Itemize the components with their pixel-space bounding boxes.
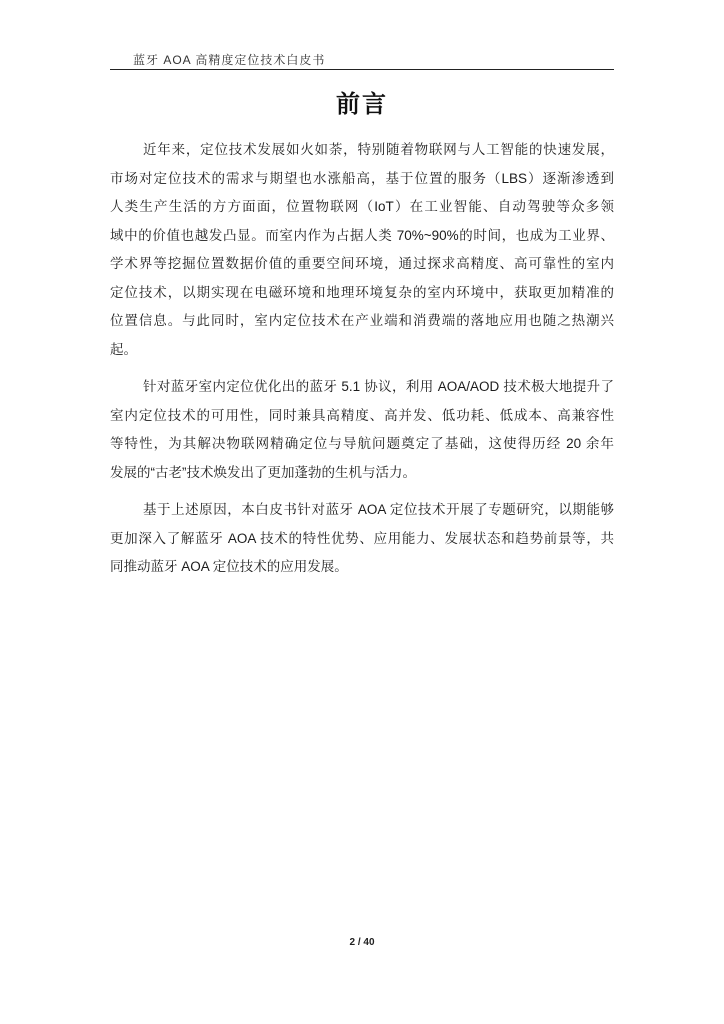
text-line: 更加深入了解蓝牙 AOA 技术的特性优势、应用能力、发展状态和趋势前景等，共 bbox=[110, 530, 614, 546]
text-line: 学术界等挖掘位置数据价值的重要空间环境，通过探求高精度、高可靠性的室内 bbox=[110, 256, 614, 271]
running-header: 蓝牙 AOA 高精度定位技术白皮书 bbox=[133, 53, 326, 67]
text-line: 同推动蓝牙 AOA 定位技术的应用发展。 bbox=[110, 559, 348, 574]
text-line: 针对蓝牙室内定位优化出的蓝牙 5.1 协议，利用 AOA/AOD 技术极大地提升了 bbox=[143, 379, 614, 394]
paragraph-3 bbox=[110, 496, 614, 582]
text-line: 室内定位技术的可用性，同时兼具高精度、高并发、低功耗、低成本、高兼容性 bbox=[110, 407, 614, 423]
text-line: 市场对定位技术的需求与期望也水涨船高，基于位置的服务（LBS）逐渐渗透到 bbox=[110, 170, 614, 186]
text-line: 基于上述原因，本白皮书针对蓝牙 AOA 定位技术开展了专题研究，以期能够 bbox=[143, 502, 614, 517]
page-number: 2 / 40 bbox=[349, 937, 375, 948]
text-line: 起。 bbox=[110, 341, 137, 357]
paragraph-2 bbox=[110, 373, 614, 487]
page-title: 前言 bbox=[336, 91, 388, 118]
text-line: 近年来，定位技术发展如火如荼，特别随着物联网与人工智能的快速发展， bbox=[143, 142, 614, 157]
body-text bbox=[110, 136, 614, 591]
text-line: 位置信息。与此同时，室内定位技术在产业端和消费端的落地应用也随之热潮兴 bbox=[110, 313, 614, 328]
header-rule bbox=[110, 69, 614, 70]
paragraph-1 bbox=[110, 136, 614, 364]
text-line: 定位技术，以期实现在电磁环境和地理环境复杂的室内环境中，获取更加精准的 bbox=[110, 284, 614, 300]
text-line: 等特性，为其解决物联网精确定位与导航问题奠定了基础，这使得历经 20 余年 bbox=[110, 436, 614, 451]
text-line: 发展的“古老”技术焕发出了更加蓬勃的生机与活力。 bbox=[110, 464, 416, 480]
text-line: 域中的价值也越发凸显。而室内作为占据人类 70%~90%的时间，也成为工业界、 bbox=[110, 227, 614, 243]
text-line: 人类生产生活的方方面面，位置物联网（IoT）在工业智能、自动驾驶等众多领 bbox=[110, 199, 614, 214]
